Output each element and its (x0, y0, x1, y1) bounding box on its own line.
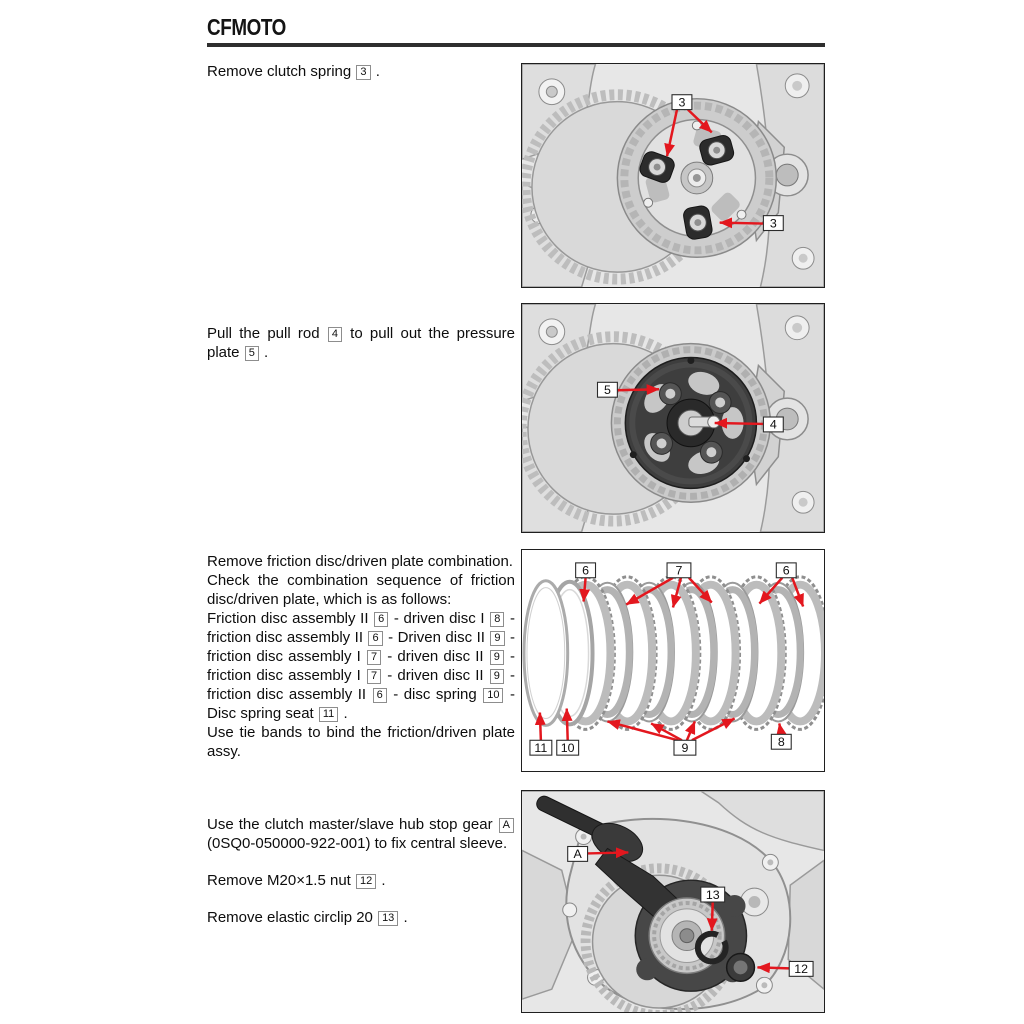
instruction-text (207, 552, 515, 761)
part-ref-box: 6 (373, 688, 387, 703)
callout-arrow (687, 721, 695, 740)
figure-callouts (522, 791, 824, 1012)
text-run: Remove friction disc/driven plate combination. (207, 553, 513, 570)
part-ref-box: 12 (356, 874, 376, 889)
callout-label: 6 (782, 563, 790, 578)
text-run: . (371, 63, 380, 80)
callout-arrow (584, 578, 586, 602)
callout-arrow (626, 578, 673, 605)
part-ref-box: A (499, 818, 514, 833)
figure-clutch-springs (521, 63, 825, 288)
text-run: Use tie bands to bind the friction/driven plate assy. (207, 724, 515, 760)
part-ref-box: 11 (319, 707, 338, 722)
instruction-text (207, 324, 515, 362)
callout-arrow (715, 423, 764, 424)
callout-label: A (573, 847, 582, 862)
instruction-text (207, 62, 515, 81)
brand-logo: CFMOTO (207, 14, 286, 40)
callout-arrow (720, 223, 764, 224)
text-run: . (259, 344, 269, 361)
text-run: - driven disc I (389, 610, 490, 627)
part-ref-box: 3 (356, 65, 370, 80)
text-run: to pull out the pressure plate (207, 325, 515, 361)
text-run: - Disc spring seat (207, 686, 515, 722)
text-run: - friction disc assembly II (207, 610, 515, 646)
callout-arrow (617, 389, 659, 390)
text-run: Pull the pull rod (207, 325, 327, 342)
part-ref-box: 13 (378, 911, 398, 926)
text-run: Remove elastic circlip 20 (207, 909, 378, 926)
text-run: Check the combination sequence of friction disc/driven plate, which is as follows: (207, 572, 515, 608)
callout-label: 5 (603, 383, 611, 398)
text-run: - Driven disc II (383, 629, 490, 646)
figure-callouts (522, 64, 824, 287)
text-run: Remove clutch spring (207, 63, 356, 80)
text-run: . (339, 705, 348, 722)
callout-arrow (692, 718, 735, 740)
text-run: . (377, 872, 386, 889)
paragraph (207, 552, 515, 571)
part-ref-box: 9 (490, 669, 504, 684)
part-ref-box: 4 (328, 327, 342, 342)
text-run: Remove M20×1.5 nut (207, 872, 356, 889)
callout-arrow (792, 578, 803, 607)
text-run: . (399, 909, 408, 926)
callout-arrow (667, 110, 677, 157)
callout-arrow (540, 713, 541, 741)
callout-arrow (689, 578, 712, 603)
callout-label: 13 (705, 887, 720, 902)
text-run: - friction disc assembly I (207, 648, 516, 684)
callout-label: 12 (794, 962, 809, 977)
callout-label: 4 (769, 417, 777, 432)
callout-label: 7 (675, 563, 683, 578)
figure-stop-gear-tool (521, 790, 825, 1013)
text-run: Use the clutch master/slave hub stop gear (207, 816, 498, 833)
figure-callouts (522, 550, 824, 771)
paragraph (207, 723, 515, 761)
callout-label: 10 (560, 740, 575, 755)
callout-label: 11 (534, 740, 548, 755)
text-run: - friction disc assembly II (207, 667, 516, 703)
part-ref-box: 10 (483, 688, 503, 703)
part-ref-box: 6 (368, 631, 382, 646)
text-run: Friction disc assembly II (207, 610, 374, 627)
paragraph (207, 908, 515, 927)
header-rule (207, 43, 825, 47)
callout-arrow (757, 967, 789, 968)
callout-label: 3 (769, 216, 777, 231)
part-ref-box: 6 (374, 612, 388, 627)
paragraph (207, 815, 515, 853)
callout-label: 3 (678, 95, 686, 110)
part-ref-box: 9 (490, 631, 504, 646)
callout-label: 6 (582, 563, 590, 578)
callout-arrow (759, 578, 782, 604)
paragraph (207, 324, 515, 362)
callout-arrow (688, 110, 712, 133)
paragraph (207, 609, 515, 723)
part-ref-box: 7 (367, 650, 381, 665)
callout-arrow (607, 721, 678, 740)
text-run: - driven disc II (382, 667, 489, 684)
text-run: - friction disc assembly I (207, 629, 515, 665)
figure-callouts (522, 304, 824, 532)
part-ref-box: 8 (490, 612, 504, 627)
callout-label: 8 (777, 735, 785, 750)
part-ref-box: 7 (367, 669, 381, 684)
callout-arrow (588, 852, 629, 853)
callout-label: 9 (681, 740, 689, 755)
paragraph (207, 571, 515, 609)
callout-arrow (779, 723, 781, 734)
text-run: - disc spring (387, 686, 483, 703)
figure-pressure-plate (521, 303, 825, 533)
text-run: - driven disc II (382, 648, 489, 665)
paragraph (207, 871, 515, 890)
part-ref-box: 9 (490, 650, 504, 665)
figure-disc-stack (521, 549, 825, 772)
part-ref-box: 5 (245, 346, 259, 361)
paragraph (207, 62, 515, 81)
callout-arrow (567, 709, 568, 741)
callout-arrow (712, 902, 713, 931)
callout-arrow (673, 578, 681, 608)
text-run: (0SQ0-050000-922-001) to fix central sleeve. (207, 835, 508, 852)
instruction-text (207, 815, 515, 927)
